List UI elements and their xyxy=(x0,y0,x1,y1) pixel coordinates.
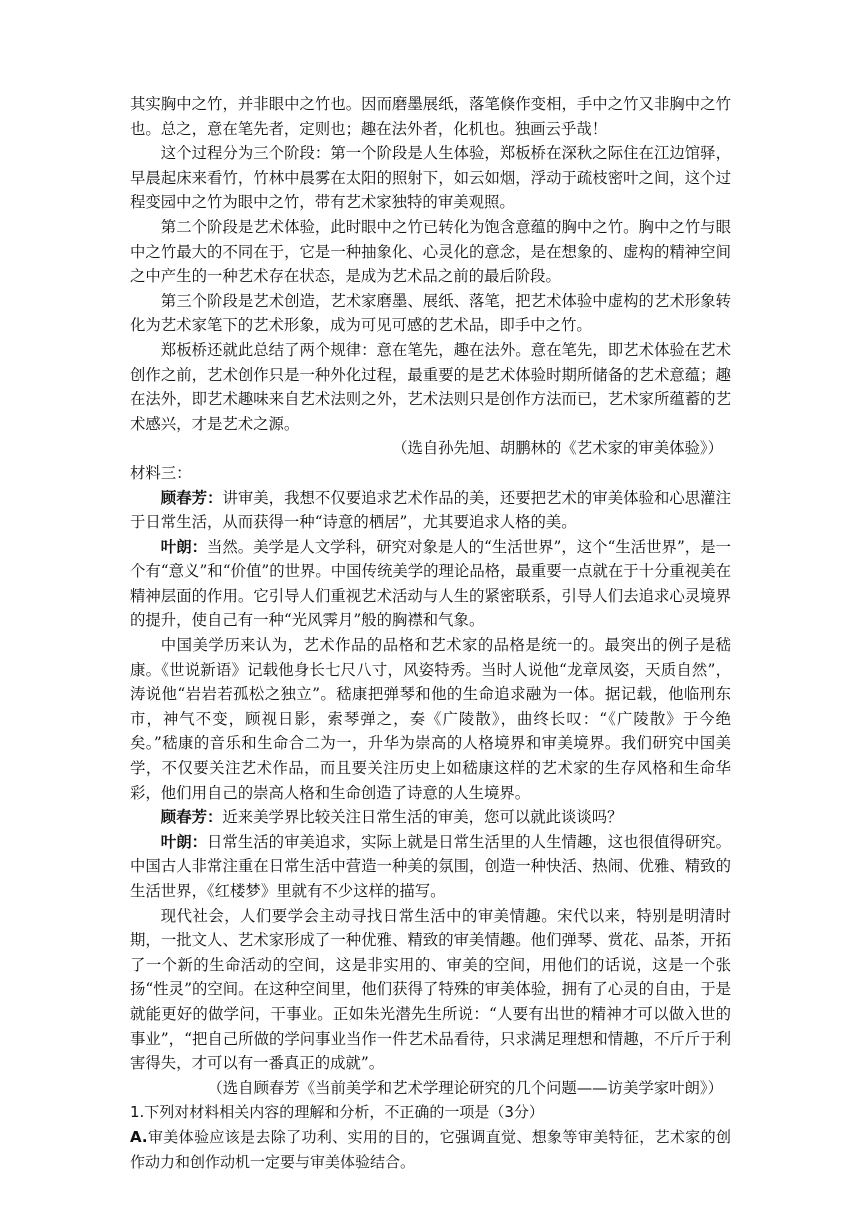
dialogue-text: 近来美学界比较关注日常生活的审美，您可以就此谈谈吗？ xyxy=(222,808,623,827)
paragraph-stage-three: 第三个阶段是艺术创造，艺术家磨墨、展纸、落笔，把艺术体验中虚构的艺术形象转化为艺术家笔下的艺术形象，成为可见可感的艺术品，即手中之竹。 xyxy=(130,291,731,335)
question-1-stem: 1.下列对材料相关内容的理解和分析，不正确的一项是（3分） xyxy=(130,1103,544,1122)
dialogue-gu-2 xyxy=(130,805,731,830)
speaker-label: 顾春芳： xyxy=(160,808,223,827)
paragraph-two-rules: 郑板桥还就此总结了两个规律：意在笔先，趣在法外。意在笔先，即艺术体验在艺术创作之前，艺术创作只是一种外化过程，最重要的是艺术体验时期所储备的艺术意蕴；趣在法外，即艺术趣味来自艺术法则之外，艺术法则只是创作方法而已，艺术家所蕴蓄的艺术感兴，才是艺术之源。 xyxy=(130,340,731,433)
dialogue-ye-2 xyxy=(130,830,731,904)
paragraph-three-stages: 这个过程分为三个阶段：第一个阶段是人生体验，郑板桥在深秋之际住在江边馆驿，早晨起床来看竹，竹林中晨雾在太阳的照射下，如云如烟，浮动于疏枝密叶之间，这个过程变园中之竹为眼中之竹，带有艺术家独特的审美观照。 xyxy=(130,144,731,212)
speaker-label: 叶朗： xyxy=(160,537,207,556)
dialogue-ye-1 xyxy=(130,535,731,633)
dialogue-gu-1 xyxy=(130,486,731,535)
source-citation-1: （选自孙先旭、胡鹏林的《艺术家的审美体验》） xyxy=(392,439,723,458)
paragraph-modern-society: 现代社会，人们要学会主动寻找日常生活中的审美情趣。宋代以来，特别是明清时期，一批文人、艺术家形成了一种优雅、精致的审美情趣。他们弹琴、赏花、品茶，开拓了一个新的生命活动的空间，这是非实用的、审美的空间，用他们的话说，这是一个张扬“性灵”的空间。在这种空间里，他们获得了特殊的审美体验，拥有了心灵的自由，于是就能更好的做学问，干事业。正如朱光潜先生所说：“人要有出世的精神才可以做入世的事业”，“把自己所做的学问事业当作一件艺术品看待，只求满足理想和情趣，不斤斤于利害得失，才可以有一番真正的成就”。 xyxy=(130,906,731,1073)
source-citation-2: （选自顾春芳《当前美学和艺术学理论研究的几个问题——访美学家叶朗》） xyxy=(207,1078,723,1097)
document-body xyxy=(130,92,731,1174)
speaker-label: 顾春芳： xyxy=(160,488,223,507)
paragraph-bamboo-quote: 其实胸中之竹，并非眼中之竹也。因而磨墨展纸，落笔倏作变相，手中之竹又非胸中之竹也。总之，意在笔先者，定则也；趣在法外者，化机也。独画云乎哉！ xyxy=(130,95,731,138)
speaker-label: 叶朗： xyxy=(160,832,208,851)
dialogue-text: 日常生活的审美追求，实际上就是日常生活里的人生情趣，这也很值得研究。中国古人非常注重在日常生活中营造一种美的氛围，创造一种快活、热闹、优雅、精致的生活世界，《红楼梦》里就有不少这样的描写。 xyxy=(130,832,731,900)
option-label: A. xyxy=(130,1127,148,1146)
paragraph-stage-two: 第二个阶段是艺术体验，此时眼中之竹已转化为饱含意蕴的胸中之竹。胸中之竹与眼中之竹最大的不同在于，它是一种抽象化、心灵化的意念，是在想象的、虚构的精神空间之中产生的一种艺术存在状态，是成为艺术品之前的最后阶段。 xyxy=(130,217,731,286)
question-1-option-a xyxy=(130,1125,731,1174)
dialogue-text: 讲审美，我想不仅要追求艺术作品的美，还要把艺术的审美体验和心思灌注于日常生活，从而获得一种“诗意的栖居”，尤其要追求人格的美。 xyxy=(130,488,731,532)
dialogue-text: 当然。美学是人文学科，研究对象是人的“生活世界”，这个“生活世界”，是一个有“意义”和“价值”的世界。中国传统美学的理论品格，最重要一点就在于十分重视美在精神层面的作用。它引导人们重视艺术活动与人生的紧密联系，引导人们去追求心灵境界的提升，使自己有一种“光风霁月”般的胸襟和气象。 xyxy=(130,537,731,630)
material-three-label: 材料三： xyxy=(130,463,192,482)
option-text: 审美体验应该是去除了功利、实用的目的，它强调直觉、想象等审美特征，艺术家的创作动力和创作动机一定要与审美体验结合。 xyxy=(130,1127,731,1171)
paragraph-jikang: 中国美学历来认为，艺术作品的品格和艺术家的品格是统一的。最突出的例子是嵇康。《世说新语》记载他身长七尺八寸，风姿特秀。当时人说他“龙章凤姿，天质自然”，涛说他“岩岩若孤松之独立”。嵇康把弹琴和他的生命追求融为一体。据记载，他临刑东市，神气不变，顾视日影，索琴弹之，奏《广陵散》，曲终长叹：“《广陵散》于今绝矣。”嵇康的音乐和生命合二为一，升华为崇高的人格境界和审美境界。我们研究中国美学，不仅要关注艺术作品，而且要关注历史上如嵇康这样的艺术家的生存风格和生命华彩，他们用自己的崇高人格和生命创造了诗意的人生境界。 xyxy=(130,636,731,802)
